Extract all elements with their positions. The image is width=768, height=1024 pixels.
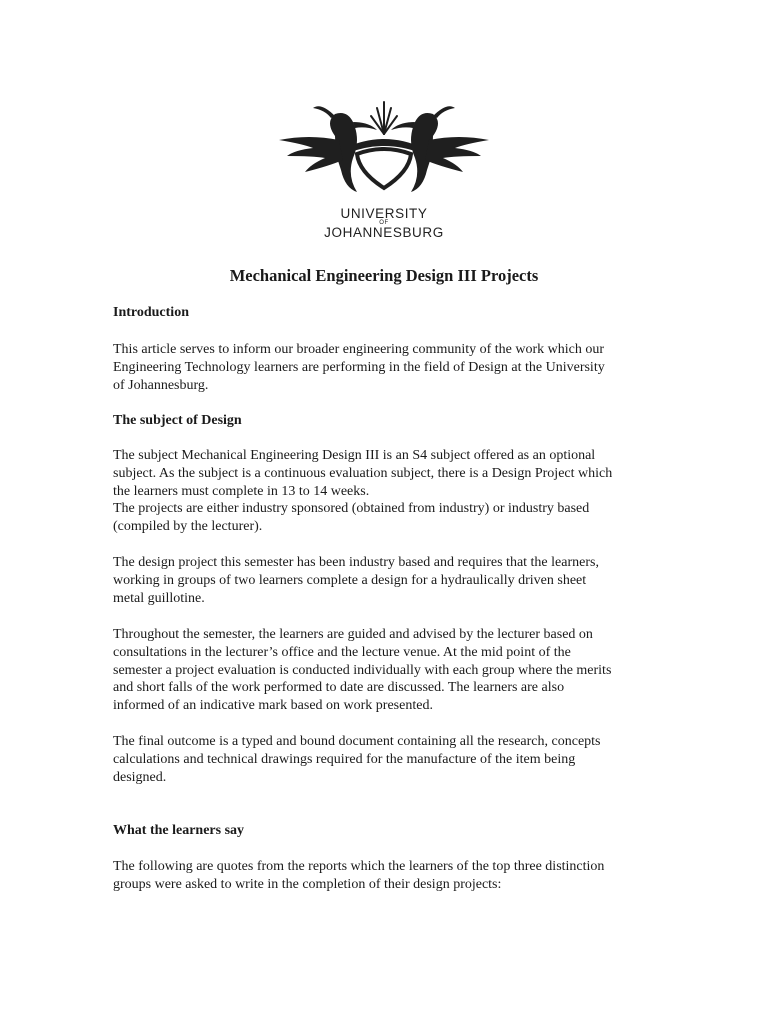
- document-title: Mechanical Engineering Design III Projects: [229, 266, 539, 285]
- text-line: and short falls of the work performed to date are discussed. The learners are also: [113, 680, 565, 696]
- logo-text-of: OF: [379, 220, 389, 226]
- text-line: semester a project evaluation is conducted individually with each group where the merits: [113, 662, 612, 678]
- university-crest-icon: [273, 96, 495, 206]
- paragraph-subject-4: [113, 733, 658, 786]
- text-line: The subject Mechanical Engineering Design III is an S4 subject offered as an optional: [113, 448, 596, 463]
- text-line: This article serves to inform our broader engineering community of the work which our: [113, 342, 605, 357]
- text-line: calculations and technical drawings required for the manufacture of the item being: [113, 751, 576, 767]
- text-line: Throughout the semester, the learners are guided and advised by the lecturer based on: [113, 627, 593, 642]
- heading-what-learners-say: What the learners say: [113, 823, 245, 838]
- text-line: The final outcome is a typed and bound document containing all the research, concepts: [113, 734, 601, 749]
- paragraph-subject-2: [113, 554, 658, 607]
- text-line: Engineering Technology learners are performing in the field of Design at the University: [113, 359, 605, 375]
- text-line: subject. As the subject is a continuous evaluation subject, there is a Design Project which: [113, 465, 613, 481]
- heading-subject-of-design: The subject of Design: [113, 413, 242, 428]
- logo-text-university: UNIVERSITY: [340, 206, 428, 221]
- text-line: groups were asked to write in the completion of their design projects:: [113, 876, 502, 892]
- text-line: of Johannesburg.: [113, 377, 209, 393]
- text-line: informed of an indicative mark based on work presented.: [113, 698, 433, 714]
- logo-text-johannesburg: JOHANNESBURG: [324, 225, 444, 240]
- text-line: working in groups of two learners complete a design for a hydraulically driven sheet: [113, 572, 587, 588]
- text-line: The design project this semester has been industry based and requires that the learners,: [113, 555, 599, 570]
- paragraph-learners: [113, 858, 658, 894]
- paragraph-subject-1: [113, 447, 658, 536]
- text-line: The projects are either industry sponsored (obtained from industry) or industry based: [113, 501, 590, 517]
- text-line: consultations in the lecturer’s office and the lecture venue. At the mid point of the: [113, 644, 571, 660]
- paragraph-introduction: [113, 341, 658, 394]
- text-line: designed.: [113, 769, 167, 785]
- university-logo: [273, 96, 495, 246]
- text-line: the learners must complete in 13 to 14 weeks.: [113, 483, 370, 499]
- heading-introduction: Introduction: [113, 305, 189, 320]
- text-line: (compiled by the lecturer).: [113, 519, 263, 535]
- text-line: The following are quotes from the reports which the learners of the top three distinction: [113, 859, 605, 874]
- paragraph-subject-3: [113, 626, 658, 715]
- text-line: metal guillotine.: [113, 590, 205, 606]
